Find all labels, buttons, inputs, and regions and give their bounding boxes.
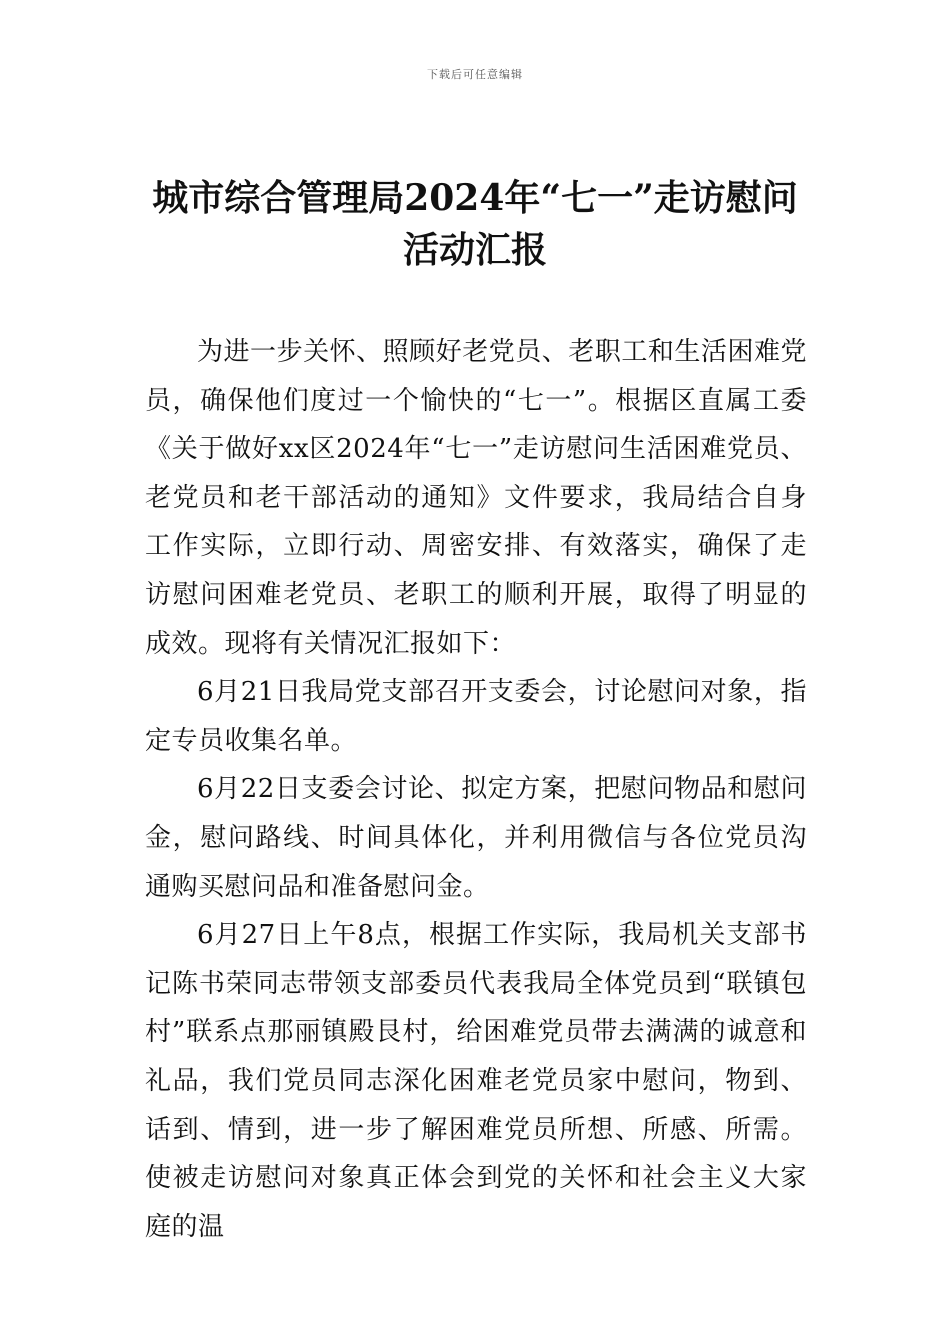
document-title: 城市综合管理局2024年“七一”走访慰问活动汇报 <box>152 177 798 271</box>
paragraph: 6月21日我局党支部召开支委会，讨论慰问对象，指定专员收集名单。 <box>145 677 807 756</box>
paragraph: 为进一步关怀、照顾好老党员、老职工和生活困难党员，确保他们度过一个愉快的“七一”。根据区直属工委《关于做好xx区2024年“七一”走访慰问生活困难党员、老党员和老干部活动的通知》文件要求，我局结合自身工作实际，立即行动、周密安排、有效落实，确保了走访慰问困难老党员、老职工的顺利开展，取得了明显的成效。现将有关情况汇报如下： <box>145 337 807 659</box>
paragraph: 6月22日支委会讨论、拟定方案，把慰问物品和慰问金，慰问路线、时间具体化，并利用微信与各位党员沟通购买慰问品和准备慰问金。 <box>145 774 807 902</box>
document-body <box>145 328 807 1251</box>
header-note: 下载后可任意编辑 <box>427 68 523 81</box>
paragraph: 6月27日上午8点，根据工作实际，我局机关支部书记陈书荣同志带领支部委员代表我局全体党员到“联镇包村”联系点那丽镇殿艮村，给困难党员带去满满的诚意和礼品，我们党员同志深化困难老党员家中慰问，物到、话到、情到，进一步了解困难党员所想、所感、所需。使被走访慰问对象真正体会到党的关怀和社会主义大家庭的温 <box>145 920 807 1242</box>
